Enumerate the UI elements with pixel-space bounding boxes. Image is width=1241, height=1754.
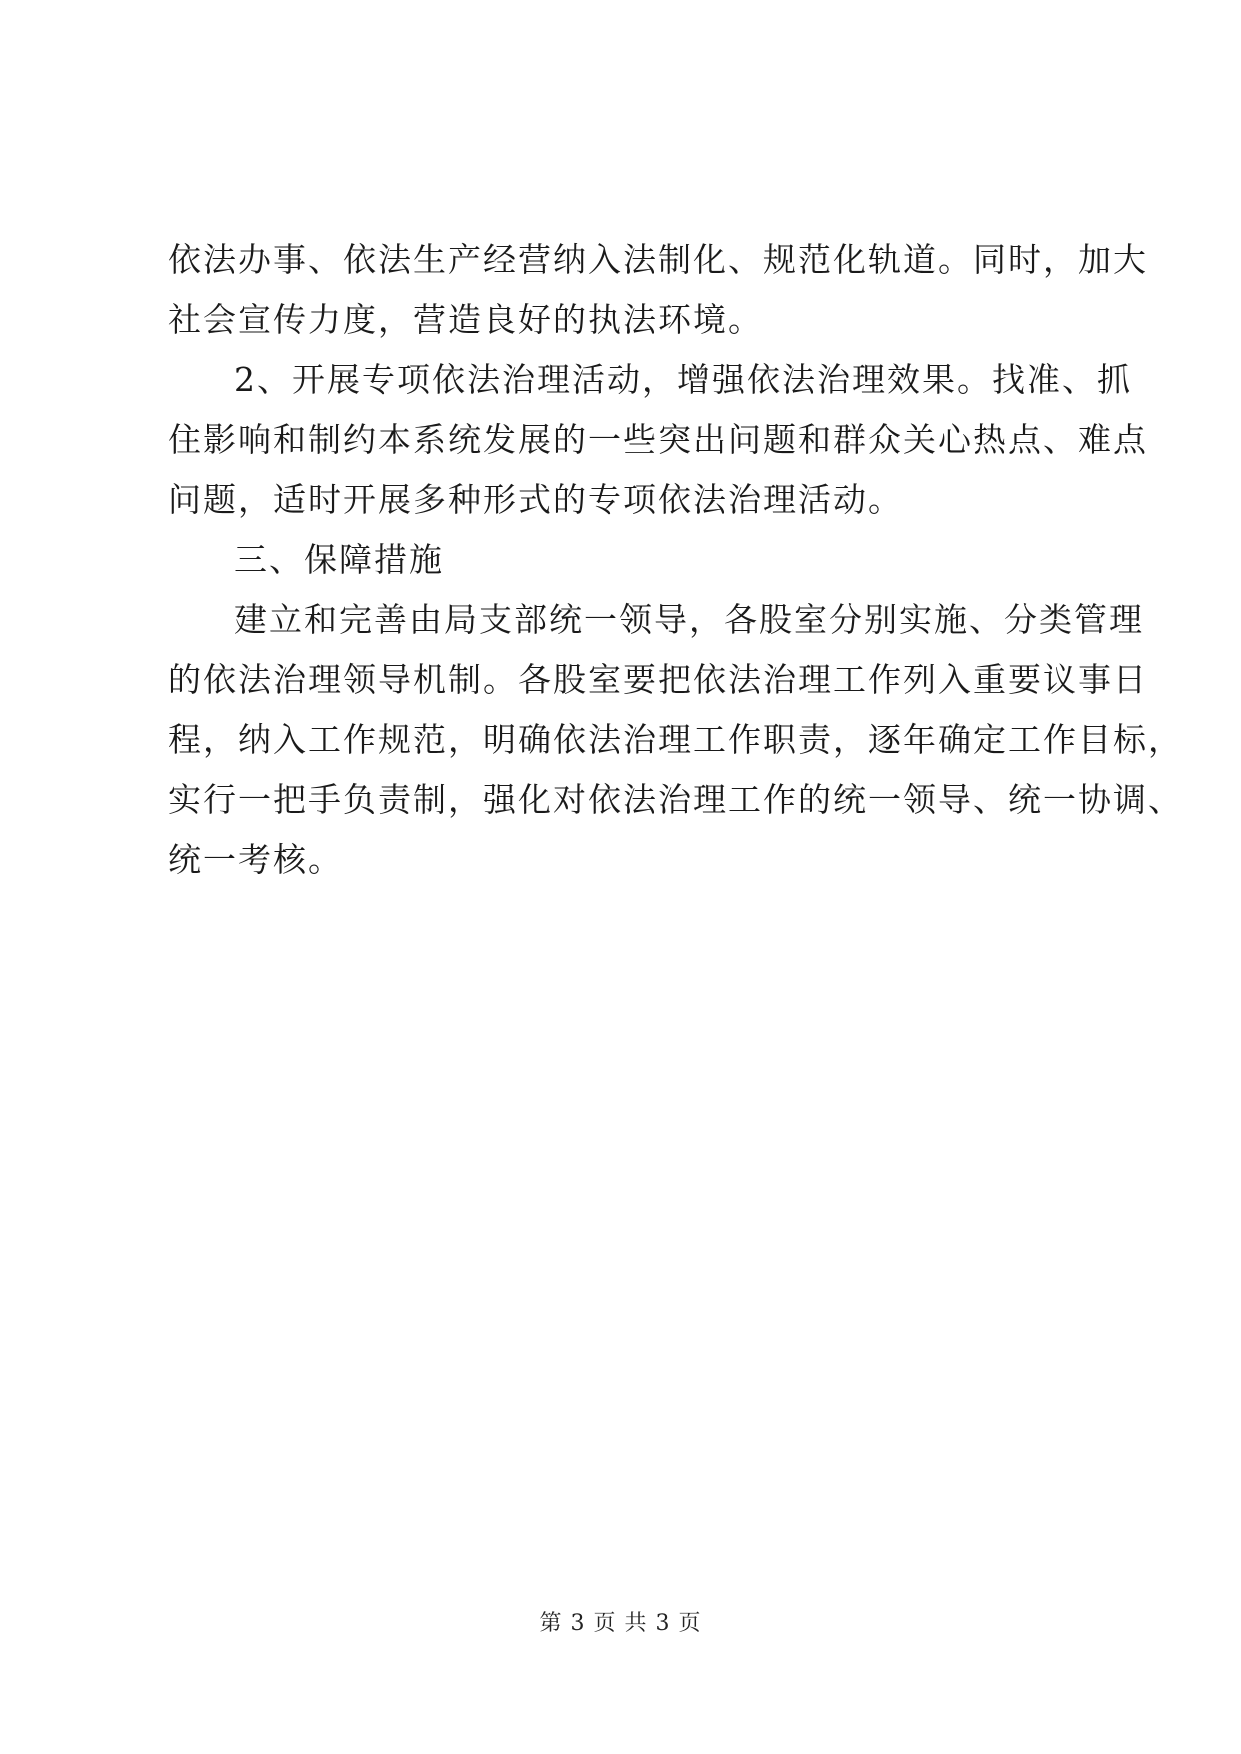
paragraph-start-line: 建立和完善由局支部统一领导，各股室分别实施、分类管理 (234, 600, 1144, 639)
paragraph-start-line: 2、开展专项依法治理活动，增强依法治理效果。找准、抓 (234, 360, 1132, 399)
text-line: 社会宣传力度，营造良好的执法环境。 (168, 300, 763, 339)
section-heading: 三、保障措施 (234, 540, 444, 579)
text-line: 统一考核。 (168, 840, 343, 879)
text-line: 依法办事、依法生产经营纳入法制化、规范化轨道。同时，加大 (168, 240, 1148, 279)
text-line: 住影响和制约本系统发展的一些突出问题和群众关心热点、难点 (168, 420, 1148, 459)
text-line: 的依法治理领导机制。各股室要把依法治理工作列入重要议事日 (168, 660, 1148, 699)
text-line: 实行一把手负责制，强化对依法治理工作的统一领导、统一协调、 (168, 780, 1183, 819)
page-number-footer: 第 3 页 共 3 页 (539, 1611, 702, 1636)
text-line: 程，纳入工作规范，明确依法治理工作职责，逐年确定工作目标， (168, 720, 1183, 759)
text-line: 问题，适时开展多种形式的专项依法治理活动。 (168, 480, 903, 519)
document-body (168, 230, 1183, 890)
